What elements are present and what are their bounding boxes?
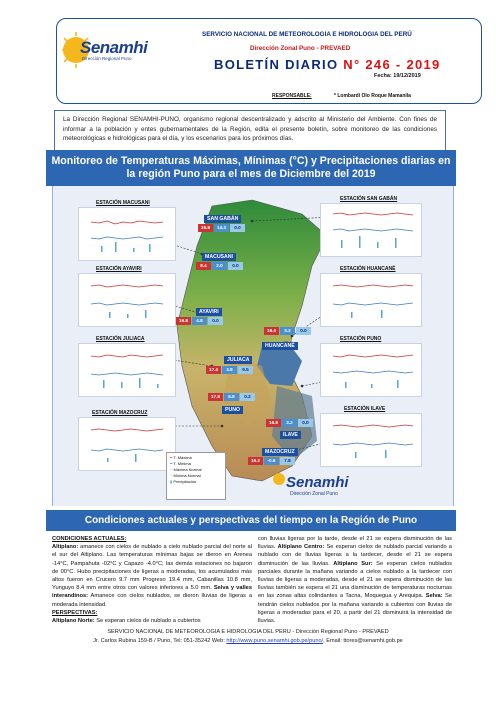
value-min-puno: 6.8 [224,393,239,401]
value-pp-juliaca: 9.5 [238,366,253,374]
value-pp-ilave: 0.0 [298,419,313,427]
footer-line-1: SERVICIO NACIONAL DE METEOROLOGIA E HIDROLOGIA DEL PERU - Dirección Regional Puno - PREVAED [107,629,389,635]
station-chart-huancane [320,273,422,327]
altiplano-paragraph [52,543,252,609]
value-max-macusani: 8.4 [196,262,211,270]
responsible-label: RESPONSABLE: [272,93,312,99]
station-title-puno: ESTACIÓN PUNO [340,336,382,342]
altiplano-centro-label: Altiplano Centro: [277,544,325,551]
footer-line-2 [0,638,496,644]
value-pp-huancane: 0.0 [296,327,311,335]
bulletin-date: Fecha: 19/12/2019 [374,73,421,79]
org-name: SERVICIO NACIONAL DE METEOROLOGIA E HIDROLOGIA DEL PERÚ [202,31,412,38]
station-chart-ilave [320,413,422,467]
value-max-san-gaban: 25.8 [198,224,213,232]
selva-label: Selva: [425,593,443,600]
value-pp-san-gaban: 0.0 [230,224,245,232]
value-min-mazocruz: -0.6 [264,457,279,465]
footer-email: , Email: ttores@senamhi.gob.pe [323,638,403,644]
legend-item-tmin: ━ T. Mínima [170,461,191,466]
station-title-juliaca: ESTACIÓN JULIACA [96,336,145,342]
value-min-huancane: 3.2 [280,327,295,335]
value-pp-macusani: 0.0 [228,262,243,270]
map-label-huancane: HUANCANÉ [262,342,298,350]
value-min-san-gaban: 14.3 [214,224,229,232]
station-chart-mazocruz [78,417,176,471]
value-max-puno: 17.8 [208,393,223,401]
perspectives-heading: PERSPECTIVAS: [52,609,98,616]
footer-web-link[interactable]: http://www.puno.senamhi.gob.pe/puno/ [226,638,324,644]
logo-subtitle: Dirección Regional Puno [82,56,132,61]
altiplano-sur-label: Altiplano Sur: [333,560,373,567]
footer-address: Jr. Carlos Rubina 159-B / Puno, Tel: 051-35242 Web: [93,638,225,644]
selva-valles-text: Amanece con cielos nublados, se dieron lluvias de ligeras a moderada intensidad. [52,593,252,608]
value-pp-puno: 0.2 [240,393,255,401]
station-title-macusani: ESTACIÓN MACUSANI [96,200,150,206]
station-title-san-gaban: ESTACIÓN SAN GABÁN [340,196,398,202]
zone-name: Dirección Zonal Puno - PREVAED [250,45,351,52]
map-label-mazocruz: MAZOCRUZ [262,448,298,456]
value-max-ayaviri: 16.8 [176,317,191,325]
value-pp-mazocruz: 7.8 [280,457,295,465]
legend-item-precip: ▮ Precipitación [170,479,197,484]
station-title-ayaviri: ESTACIÓN AYAVIRI [96,266,142,272]
altiplano-centro-text: Se esperan cielos de nublado parcial variando a nublado con de lluvias ligeras a la tardecer, desde el 21 se espera disminución de las lluvias. [258,544,452,567]
map-label-san-gaban: SAN GABÁN [204,215,241,223]
altiplano-sur-text: Se esperan cielos nublados parciales durante la mañana variando a cielos nublado a la tardecer con lluvias de ligeras a moderadas, desde el 21 se espera disminución de las lluvias también se espera el 21 una disminución de temperaturas nocturnas en las zonas altas colindantes a Tacna, Moquegua y Arequipa. [258,560,452,600]
value-min-ilave: 3.2 [282,419,297,427]
value-min-juliaca: 3.8 [222,366,237,374]
map-label-juliaca: JULIACA [224,356,252,364]
altiplano-norte-paragraph [52,617,252,625]
legend-label-maxnormal: Máxima Normal [173,467,202,472]
map-logo-wordmark: Senamhi [286,474,349,491]
map-legend [166,452,226,500]
map-label-macusani: MACUSANI [202,253,236,261]
legend-label-tmin: T. Mínima [173,461,191,466]
value-max-ilave: 16.8 [266,419,281,427]
station-chart-puno [320,343,422,397]
altiplano-text: amanece con cielos de nublado a cielo nublado parcial del norte al el sur del Altiplano. Las temperaturas mínimas bajas se dieron en Arenea -14°C, Pampahuta -02°C y Capazo -4.0°C; las demás estaciones no bajaron de 00°C. Hubo precipitaciones de ligeras a moderadas, los acumulados más altos fueron en Crucero 9.7 mm Progreso 19.4 mm, Cabanillas 10.8 mm, Yunguyo 8.4 mm entre otros con valores inferiores a 5.0 mm. [52,544,252,592]
title-number: N° 246 - 2019 [343,57,441,72]
legend-label-minnormal: Mínima Normal [173,473,201,478]
value-max-huancane: 16.4 [264,327,279,335]
altiplano-norte-text: Se esperan cielos de nublado a cubiertos [96,618,201,625]
selva-valles-label: Selva y valles interandinos: [52,585,252,600]
altiplano-norte-label: Altiplano Norte: [52,618,95,625]
station-chart-ayaviri [78,273,176,327]
responsible-value: * Lombardi Olo Roque Mamanila [334,93,411,99]
monitoring-banner: Monitoreo de Temperaturas Máximas, Mínimas (°C) y Precipitaciones diarias en la región Puno para el mes de Diciembre del 2019 [46,150,456,186]
value-pp-ayaviri: 0.0 [208,317,223,325]
map-logo-subtitle: Dirección Zonal Puno [290,491,338,497]
station-title-mazocruz: ESTACIÓN MAZOCRUZ [92,410,148,416]
value-min-macusani: 2.0 [212,262,227,270]
conditions-left-column [52,535,252,625]
legend-label-precip: Precipitación [173,479,197,484]
legend-label-tmax: T. Máxima [173,455,192,460]
selva-text: Se tendrán cielos nublados por la mañana variando a cubiertos con lluvias de ligeras a moderadas para el 20, a partir del 21 disminuirá la intensidad de lluvias. [258,593,452,625]
legend-item-tmax: ━ T. Máxima [170,455,192,460]
value-max-mazocruz: 16.2 [248,457,263,465]
current-conditions-heading: CONDICIONES ACTUALES: [52,536,127,542]
legend-item-maxnormal: ┄ Máxima Normal [170,467,202,472]
map-label-ilave: ILAVE [280,431,301,439]
intro-text: La Dirección Regional SENAMHI-PUNO, organismo regional descentralizado y adscrito al Ministerio del Ambiente. Con fines de informar a la población y entes gubernamentales de la Región, edita el presente boletín, sobre monitoreo de las condiciones meteorológicas e hidrológicas para el día, y los escenarios para los próximos días. [54,110,446,152]
station-title-huancane: ESTACIÓN HUANCANÉ [340,266,396,272]
conditions-right-column [258,535,452,625]
value-min-ayaviri: 4.8 [192,317,207,325]
altiplano-norte-continued: con lluvias ligeras por la tarde, desde el 21 se espera disminución de las lluvias. [258,536,452,551]
station-chart-juliaca [78,343,176,397]
map-label-puno: PUNO [222,406,243,414]
map-label-ayaviri: AYAVIRI [196,308,222,316]
legend-item-minnormal: ┄ Mínima Normal [170,473,201,478]
station-title-ilave: ESTACIÓN ILAVE [344,406,386,412]
station-chart-macusani [78,207,176,261]
bulletin-title [214,57,441,72]
logo-wordmark: Senamhi [80,38,148,57]
title-prefix: BOLETÍN DIARIO [214,57,339,72]
station-chart-san-gaban [320,203,422,257]
altiplano-label: Altiplano: [52,544,79,551]
conditions-banner: Condiciones actuales y perspectivas del tiempo en la Región de Puno [46,510,456,531]
value-max-juliaca: 17.4 [206,366,221,374]
